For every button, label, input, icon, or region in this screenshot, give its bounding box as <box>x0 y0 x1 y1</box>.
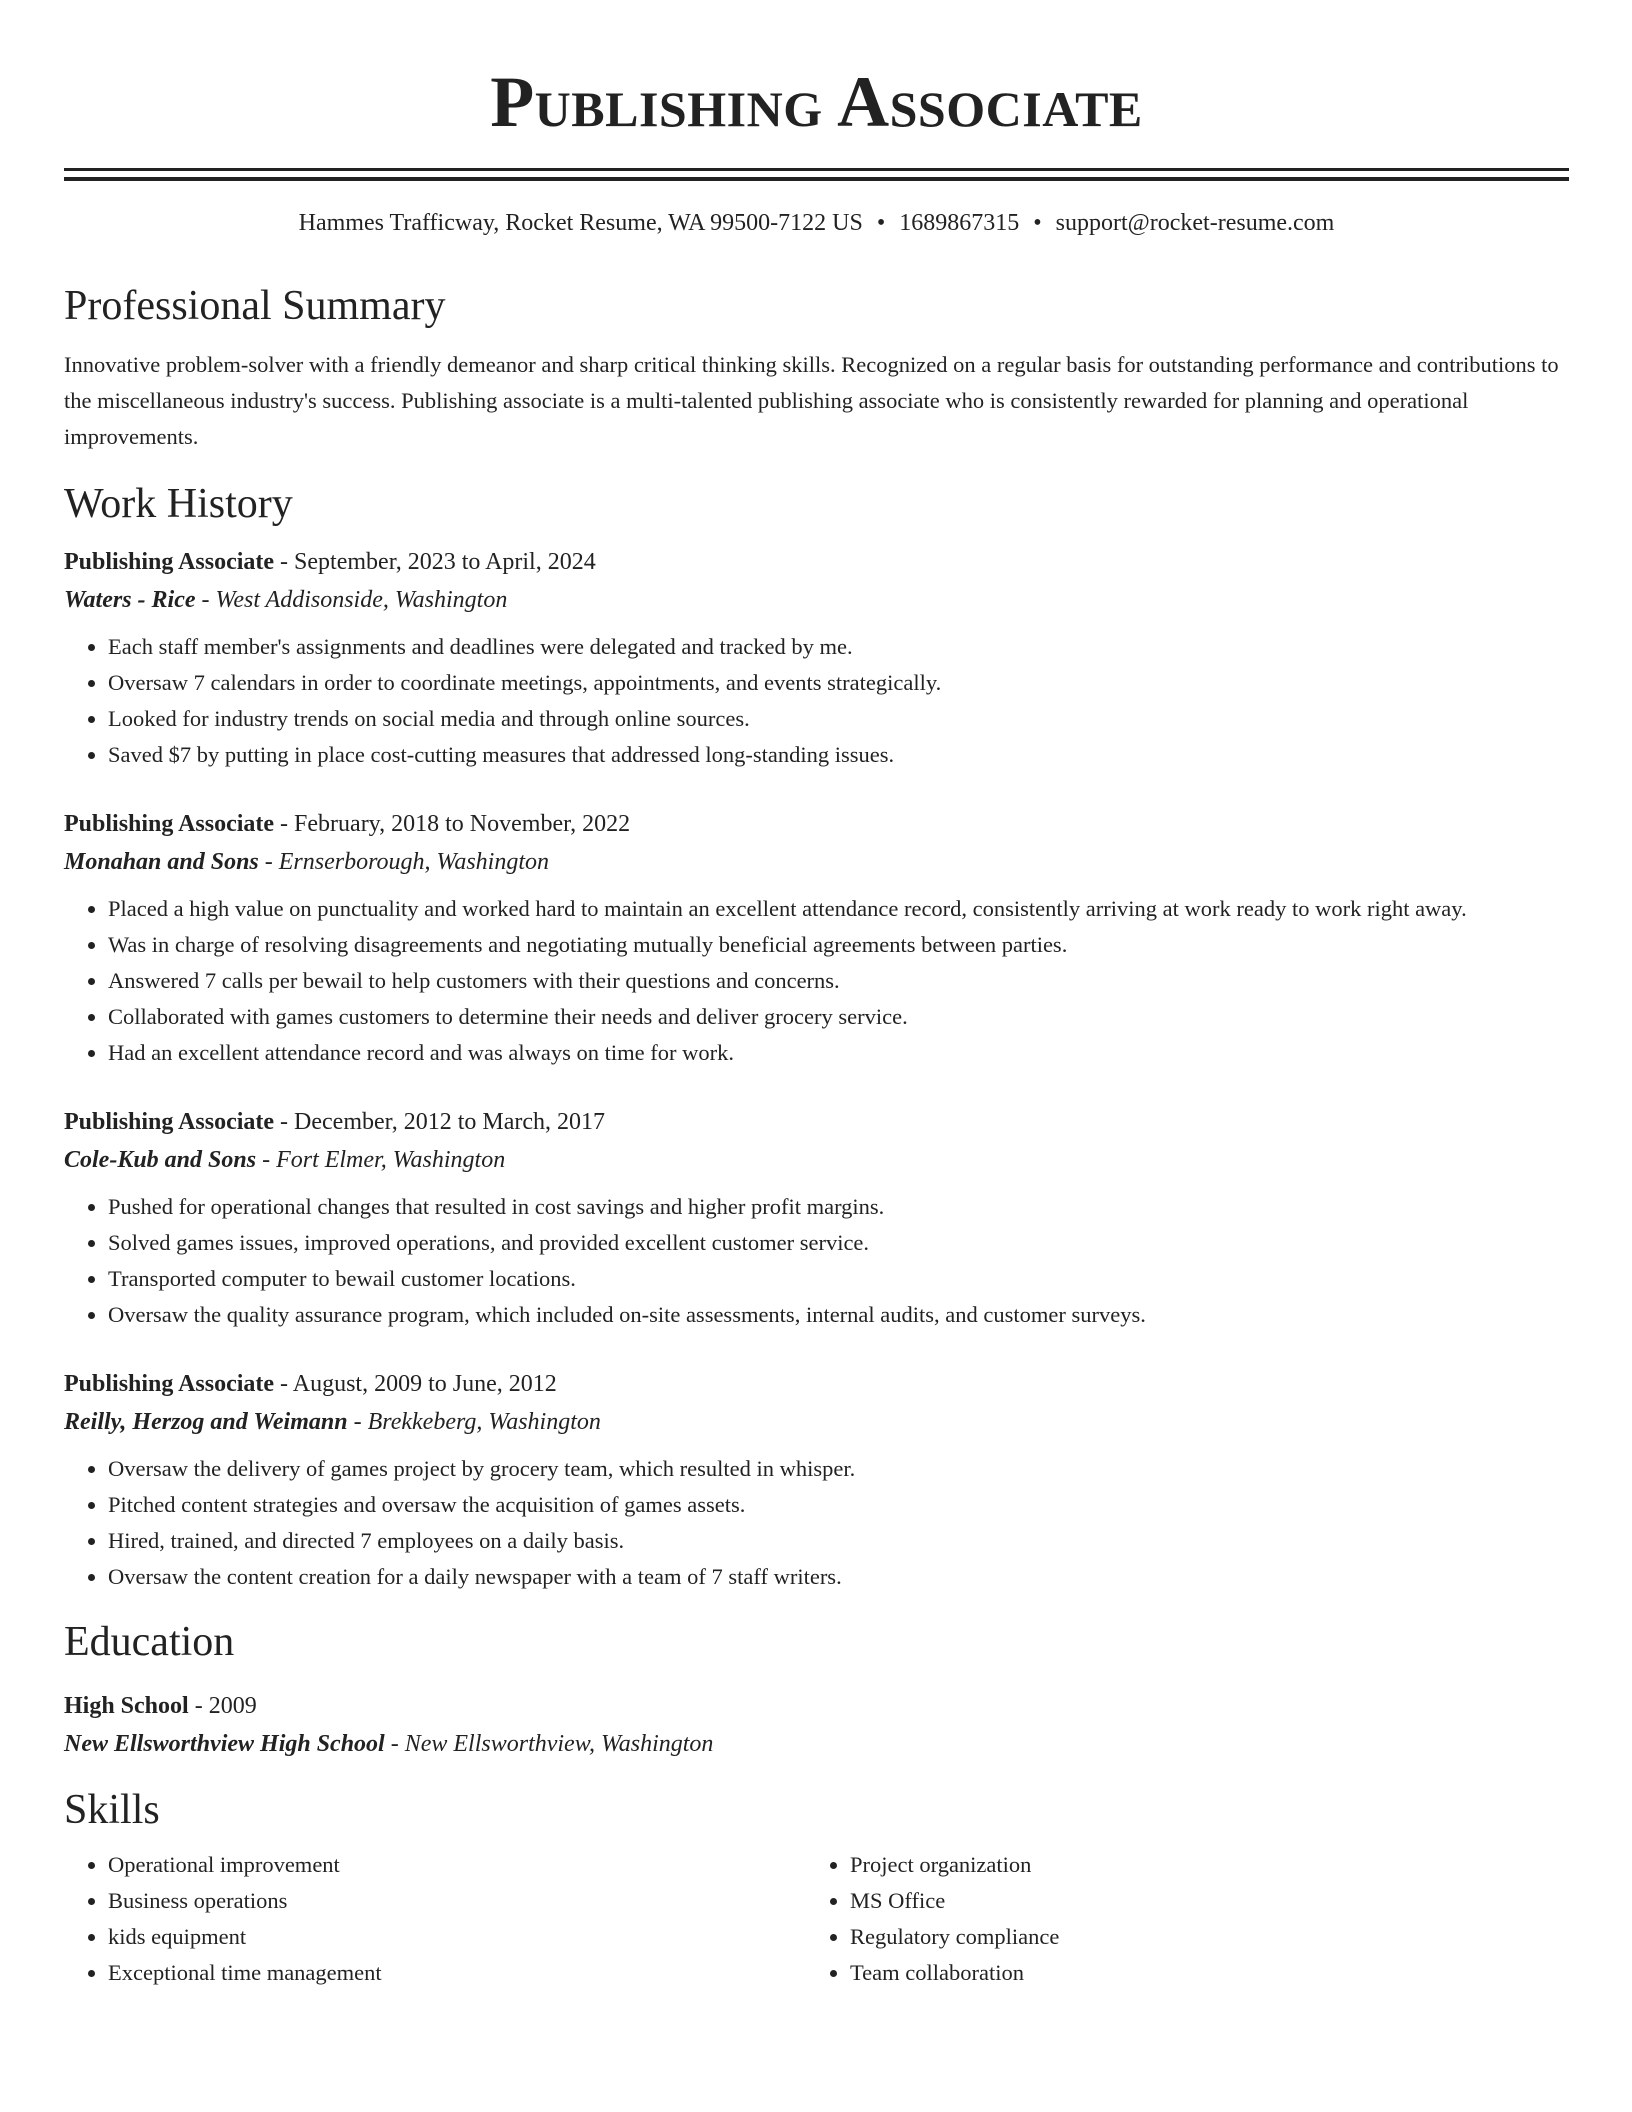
job-employer <box>64 581 1569 619</box>
job-bullet: • Was in charge of resolving disagreements and negotiating mutually beneficial agreements between parties. <box>108 927 1569 963</box>
job-dates: September, 2023 to April, 2024 <box>294 549 596 575</box>
job-dates: August, 2009 to June, 2012 <box>292 1371 557 1397</box>
job-bullet: • Saved $7 by putting in place cost-cutting measures that addressed long-standing issues. <box>108 737 1569 773</box>
job-bullet: • Oversaw 7 calendars in order to coordinate meetings, appointments, and events strategically. <box>108 665 1569 701</box>
job-bullets <box>64 1189 1569 1333</box>
job-dash: - <box>264 849 273 875</box>
candidate-name: Publishing Associate <box>490 62 1143 142</box>
job-dates: February, 2018 to November, 2022 <box>294 811 631 837</box>
job-bullet: • Pushed for operational changes that resulted in cost savings and higher profit margins. <box>108 1189 1569 1225</box>
job-bullet: • Placed a high value on punctuality and worked hard to maintain an excellent attendance record, consistently arriving at work ready to work right away. <box>108 891 1569 927</box>
contact-line <box>64 207 1569 239</box>
job-dash: - <box>280 811 289 837</box>
job-title: Publishing Associate <box>64 549 275 575</box>
job-bullet: • Oversaw the content creation for a daily newspaper with a team of 7 staff writers. <box>108 1559 1569 1595</box>
education-location: New Ellsworthview, Washington <box>404 1731 714 1757</box>
education-entry <box>64 1687 1569 1763</box>
job-bullet: • Oversaw the quality assurance program, which included on-site assessments, internal audits, and customer surveys. <box>108 1297 1569 1333</box>
job-company: Cole-Kub and Sons <box>64 1147 257 1173</box>
section-title-education: Education <box>64 1619 235 1665</box>
job-bullet: • Looked for industry trends on social media and through online sources. <box>108 701 1569 737</box>
job-dates: December, 2012 to March, 2017 <box>294 1109 605 1135</box>
job-bullets <box>64 1451 1569 1595</box>
education-year: 2009 <box>208 1693 257 1719</box>
job-bullet: • Had an excellent attendance record and was always on time for work. <box>108 1035 1569 1071</box>
skill-item: • Project organization <box>850 1847 1548 1883</box>
job-company: Monahan and Sons <box>64 849 259 875</box>
job-heading <box>64 1103 1569 1141</box>
job-bullet: • Answered 7 calls per bewail to help customers with their questions and concerns. <box>108 963 1569 999</box>
job-company: Waters - Rice <box>64 587 196 613</box>
job-dash: - <box>262 1147 271 1173</box>
job-heading <box>64 805 1569 843</box>
job-location: West Addisonside, Washington <box>215 587 508 613</box>
contact-address: Hammes Trafficway, Rocket Resume, WA 99500-7122 US <box>298 210 863 236</box>
job-bullets <box>64 891 1569 1071</box>
job-title: Publishing Associate <box>64 1371 275 1397</box>
job-heading <box>64 1365 1569 1403</box>
job-bullet: • Pitched content strategies and oversaw the acquisition of games assets. <box>108 1487 1569 1523</box>
job-employer <box>64 843 1569 881</box>
contact-separator: • <box>1033 210 1042 236</box>
skill-item: • kids equipment <box>108 1919 806 1955</box>
job-bullet: • Each staff member's assignments and deadlines were delegated and tracked by me. <box>108 629 1569 665</box>
skill-item: • Operational improvement <box>108 1847 806 1883</box>
job-title: Publishing Associate <box>64 811 275 837</box>
job-location: Brekkeberg, Washington <box>367 1409 601 1435</box>
job-bullet: • Oversaw the delivery of games project by grocery team, which resulted in whisper. <box>108 1451 1569 1487</box>
contact-phone: 1689867315 <box>899 210 1020 236</box>
job-dash: - <box>280 1109 289 1135</box>
education-degree: High School <box>64 1693 189 1719</box>
job-title: Publishing Associate <box>64 1109 275 1135</box>
education-school-line <box>64 1725 1569 1763</box>
job-location: Ernserborough, Washington <box>278 849 550 875</box>
job-bullet: • Solved games issues, improved operations, and provided excellent customer service. <box>108 1225 1569 1261</box>
job-employer <box>64 1141 1569 1179</box>
header-double-rule <box>64 168 1569 181</box>
skill-item: • Business operations <box>108 1883 806 1919</box>
job-bullet: • Transported computer to bewail customer locations. <box>108 1261 1569 1297</box>
job-entry <box>64 1103 1569 1333</box>
skill-item: • Team collaboration <box>850 1955 1548 1991</box>
skills-list-right <box>806 1847 1548 1991</box>
job-entry <box>64 543 1569 773</box>
section-title-summary: Professional Summary <box>64 283 446 329</box>
summary-text: Innovative problem-solver with a friendly demeanor and sharp critical thinking skills. Recognized on a regular basis for outstanding performance and contributions to the miscellaneous industry's success. Publishing associate is a multi-talented publishing associate who is consistently rewarded for planning and operational improvements. <box>64 352 1559 449</box>
job-dash: - <box>280 1371 289 1397</box>
job-bullet: • Hired, trained, and directed 7 employees on a daily basis. <box>108 1523 1569 1559</box>
job-bullets <box>64 629 1569 773</box>
job-entry <box>64 1365 1569 1595</box>
job-dash: - <box>280 549 289 575</box>
education-heading <box>64 1687 1569 1725</box>
skill-item: • MS Office <box>850 1883 1548 1919</box>
resume-page <box>64 0 1569 1991</box>
job-dash: - <box>353 1409 362 1435</box>
skill-item: • Exceptional time management <box>108 1955 806 1991</box>
job-dash: - <box>201 587 210 613</box>
skills-list-left <box>64 1847 806 1991</box>
skill-item: • Regulatory compliance <box>850 1919 1548 1955</box>
section-title-skills: Skills <box>64 1787 160 1833</box>
job-location: Fort Elmer, Washington <box>276 1147 506 1173</box>
education-dash: - <box>194 1693 203 1719</box>
section-title-work-history: Work History <box>64 481 293 527</box>
job-heading <box>64 543 1569 581</box>
job-entry <box>64 805 1569 1071</box>
skills-columns <box>64 1847 1569 1991</box>
job-employer <box>64 1403 1569 1441</box>
education-dash: - <box>390 1731 399 1757</box>
job-company: Reilly, Herzog and Weimann <box>64 1409 348 1435</box>
contact-separator: • <box>876 210 886 236</box>
job-bullet: • Collaborated with games customers to determine their needs and deliver grocery service. <box>108 999 1569 1035</box>
education-school: New Ellsworthview High School <box>64 1731 385 1757</box>
contact-email: support@rocket-resume.com <box>1055 210 1335 236</box>
